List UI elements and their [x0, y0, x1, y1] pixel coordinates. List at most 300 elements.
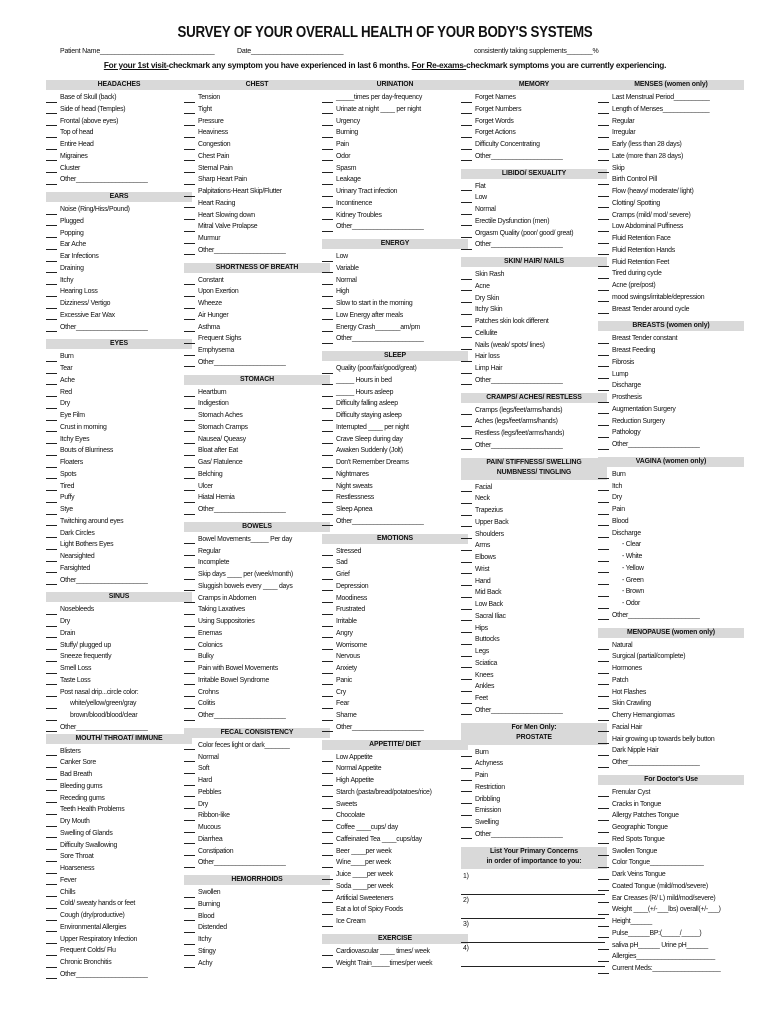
checklist-item[interactable]: Erectile Dysfunction (men) [461, 216, 609, 228]
checklist-item[interactable]: Crave Sleep during day [322, 434, 470, 446]
checklist-item[interactable]: Incontinence [322, 198, 470, 210]
checklist-item[interactable]: Sciatica [461, 658, 609, 670]
checklist-item[interactable]: Starch (pasta/bread/potatoes/rice) [322, 787, 470, 799]
checklist-item[interactable]: Current Meds:___________________ [598, 963, 746, 975]
checklist-item[interactable]: Skin Rash [461, 269, 609, 281]
checklist-item[interactable]: Cough (dry/productive) [46, 910, 194, 922]
checklist-item[interactable]: Other____________________ [46, 174, 194, 186]
checklist-item[interactable]: Emission [461, 805, 609, 817]
checklist-item[interactable]: Hoarseness [46, 863, 194, 875]
checklist-item[interactable]: white/yellow/green/gray [46, 698, 194, 710]
checklist-item[interactable]: Chocolate [322, 810, 470, 822]
checklist-item[interactable]: Other____________________ [461, 375, 609, 387]
checklist-item[interactable]: Discharge [598, 380, 746, 392]
checklist-item[interactable]: Tired during cycle [598, 268, 746, 280]
checklist-item[interactable]: Sleep Apnea [322, 504, 470, 516]
checklist-item[interactable]: Feet [461, 693, 609, 705]
checklist-item[interactable]: Patch [598, 675, 746, 687]
checklist-item[interactable]: Energy Crash_______am/pm [322, 322, 470, 334]
checklist-item[interactable]: High Appetite [322, 775, 470, 787]
checklist-item[interactable]: Prosthesis [598, 392, 746, 404]
checklist-item[interactable]: Bloat after Eat [184, 445, 332, 457]
checklist-item[interactable]: Clotting/ Spotting [598, 198, 746, 210]
checklist-item[interactable]: Leakage [322, 174, 470, 186]
checklist-item[interactable]: _____ Hours asleep [322, 387, 470, 399]
checklist-item[interactable]: - Brown [598, 586, 746, 598]
checklist-item[interactable]: Normal Appetite [322, 763, 470, 775]
checklist-item[interactable]: Itchy [184, 934, 332, 946]
checklist-item[interactable]: Burn [461, 747, 609, 759]
checklist-item[interactable]: Ice Cream [322, 916, 470, 928]
checklist-item[interactable]: Taking Laxatives [184, 604, 332, 616]
checklist-item[interactable]: Drain [46, 628, 194, 640]
checklist-item[interactable]: Sternal Pain [184, 163, 332, 175]
checklist-item[interactable]: Crohns [184, 687, 332, 699]
checklist-item[interactable]: Stingy [184, 946, 332, 958]
checklist-item[interactable]: Migraines [46, 151, 194, 163]
checklist-item[interactable]: Sad [322, 557, 470, 569]
checklist-item[interactable]: Other____________________ [461, 239, 609, 251]
checklist-item[interactable]: Late (more than 28 days) [598, 151, 746, 163]
checklist-item[interactable]: brown/blood/blood/clear [46, 710, 194, 722]
checklist-item[interactable]: Aches (legs/feet/arms/hands) [461, 416, 609, 428]
checklist-item[interactable]: Other____________________ [184, 857, 332, 869]
checklist-item[interactable]: Geographic Tongue [598, 822, 746, 834]
checklist-item[interactable]: Chronic Bronchitis [46, 957, 194, 969]
checklist-item[interactable]: Legs [461, 646, 609, 658]
checklist-item[interactable]: Skip [598, 163, 746, 175]
checklist-item[interactable]: Irregular [598, 127, 746, 139]
checklist-item[interactable]: Hearing Loss [46, 286, 194, 298]
checklist-item[interactable]: Swollen Tongue [598, 846, 746, 858]
checklist-item[interactable]: Stye [46, 504, 194, 516]
checklist-item[interactable]: Entire Head [46, 139, 194, 151]
checklist-item[interactable]: Nosebleeds [46, 604, 194, 616]
checklist-item[interactable]: Allergy Patches Tongue [598, 810, 746, 822]
checklist-item[interactable]: Low [461, 192, 609, 204]
checklist-item[interactable]: Heart Slowing down [184, 210, 332, 222]
checklist-item[interactable]: Limp Hair [461, 363, 609, 375]
checklist-item[interactable]: Burning [322, 127, 470, 139]
checklist-item[interactable]: Constant [184, 275, 332, 287]
checklist-item[interactable]: Flow (heavy/ moderate/ light) [598, 186, 746, 198]
checklist-item[interactable]: Canker Sore [46, 757, 194, 769]
checklist-item[interactable]: Tear [46, 363, 194, 375]
checklist-item[interactable]: Weight Train_____times/per week [322, 958, 470, 970]
checklist-item[interactable]: Draining [46, 263, 194, 275]
checklist-item[interactable]: Allergies______________________ [598, 951, 746, 963]
checklist-item[interactable]: Dry [184, 799, 332, 811]
checklist-item[interactable]: Dry [46, 616, 194, 628]
checklist-item[interactable]: Breast Tender constant [598, 333, 746, 345]
checklist-item[interactable]: Colitis [184, 698, 332, 710]
checklist-item[interactable]: 2) [461, 895, 605, 919]
checklist-item[interactable]: Shame [322, 710, 470, 722]
checklist-item[interactable]: Normal [322, 275, 470, 287]
checklist-item[interactable]: Regular [184, 546, 332, 558]
checklist-item[interactable]: Slow to start in the morning [322, 298, 470, 310]
checklist-item[interactable]: Diarrhea [184, 834, 332, 846]
checklist-item[interactable]: Low Back [461, 599, 609, 611]
checklist-item[interactable]: Night sweats [322, 481, 470, 493]
checklist-item[interactable]: Stomach Cramps [184, 422, 332, 434]
checklist-item[interactable]: Anxiety [322, 663, 470, 675]
checklist-item[interactable]: Achy [184, 958, 332, 970]
checklist-item[interactable]: Irritable [322, 616, 470, 628]
checklist-item[interactable]: Heartburn [184, 387, 332, 399]
checklist-item[interactable]: Angry [322, 628, 470, 640]
checklist-item[interactable]: Irritable Bowel Syndrome [184, 675, 332, 687]
checklist-item[interactable]: Cellulite [461, 328, 609, 340]
checklist-item[interactable]: Hips [461, 623, 609, 635]
checklist-item[interactable]: Restriction [461, 782, 609, 794]
checklist-item[interactable]: Other____________________ [322, 722, 470, 734]
checklist-item[interactable]: saliva pH______ Urine pH______ [598, 940, 746, 952]
checklist-item[interactable]: Nearsighted [46, 551, 194, 563]
checklist-item[interactable]: Trapezius [461, 505, 609, 517]
checklist-item[interactable]: Fibrosis [598, 357, 746, 369]
checklist-item[interactable]: Burn [598, 469, 746, 481]
checklist-item[interactable]: Pain with Bowel Movements [184, 663, 332, 675]
checklist-item[interactable]: Odor [322, 151, 470, 163]
checklist-item[interactable]: Chest Pain [184, 151, 332, 163]
checklist-item[interactable]: Tight [184, 104, 332, 116]
checklist-item[interactable]: Dark Circles [46, 528, 194, 540]
checklist-item[interactable]: Facial Hair [598, 722, 746, 734]
checklist-item[interactable]: Soda ____per week [322, 881, 470, 893]
checklist-item[interactable]: Belching [184, 469, 332, 481]
checklist-item[interactable]: Kidney Troubles [322, 210, 470, 222]
checklist-item[interactable]: High [322, 286, 470, 298]
checklist-item[interactable]: Cluster [46, 163, 194, 175]
checklist-item[interactable]: Bleeding gums [46, 781, 194, 793]
checklist-item[interactable]: Early (less than 28 days) [598, 139, 746, 151]
checklist-item[interactable]: Cracks in Tongue [598, 799, 746, 811]
checklist-item[interactable]: Hand [461, 576, 609, 588]
checklist-item[interactable]: Congestion [184, 139, 332, 151]
checklist-item[interactable]: Itchy Skin [461, 304, 609, 316]
checklist-item[interactable]: Dizziness/ Vertigo [46, 298, 194, 310]
checklist-item[interactable]: Normal [461, 204, 609, 216]
checklist-item[interactable]: Other____________________ [46, 322, 194, 334]
checklist-item[interactable]: Sweets [322, 799, 470, 811]
checklist-item[interactable]: Cramps (legs/feet/arms/hands) [461, 405, 609, 417]
checklist-item[interactable]: Height______ [598, 916, 746, 928]
checklist-item[interactable]: Spots [46, 469, 194, 481]
checklist-item[interactable]: Pain [322, 139, 470, 151]
checklist-item[interactable]: Arms [461, 540, 609, 552]
checklist-item[interactable]: Mitral Valve Prolapse [184, 221, 332, 233]
checklist-item[interactable]: Environmental Allergies [46, 922, 194, 934]
checklist-item[interactable]: Ear Ache [46, 239, 194, 251]
checklist-item[interactable]: - Yellow [598, 563, 746, 575]
date-field[interactable]: Date_________________________ [237, 48, 344, 55]
checklist-item[interactable]: Forget Numbers [461, 104, 609, 116]
checklist-item[interactable]: Moodiness [322, 593, 470, 605]
checklist-item[interactable]: Swelling [461, 817, 609, 829]
checklist-item[interactable]: Other____________________ [461, 705, 609, 717]
checklist-item[interactable]: Frenular Cyst [598, 787, 746, 799]
checklist-item[interactable]: Palpitations-Heart Skip/Flutter [184, 186, 332, 198]
checklist-item[interactable]: Other____________________ [461, 440, 609, 452]
checklist-item[interactable]: Sacral Iliac [461, 611, 609, 623]
checklist-item[interactable]: Elbows [461, 552, 609, 564]
checklist-item[interactable]: Urgency [322, 116, 470, 128]
checklist-item[interactable]: Receding gums [46, 793, 194, 805]
checklist-item[interactable]: Cardiovascular ____ times/ week [322, 946, 470, 958]
checklist-item[interactable]: Fever [46, 875, 194, 887]
checklist-item[interactable]: Eye Film [46, 410, 194, 422]
checklist-item[interactable]: Fluid Retention Hands [598, 245, 746, 257]
checklist-item[interactable]: Teeth Health Problems [46, 804, 194, 816]
checklist-item[interactable]: Tired [46, 481, 194, 493]
checklist-item[interactable]: Mid Back [461, 587, 609, 599]
checklist-item[interactable]: _____times per day-frequency [322, 92, 470, 104]
checklist-item[interactable]: Ribbon-like [184, 810, 332, 822]
checklist-item[interactable]: Grief [322, 569, 470, 581]
checklist-item[interactable]: Wrist [461, 564, 609, 576]
checklist-item[interactable]: Other____________________ [322, 221, 470, 233]
checklist-item[interactable]: Top of head [46, 127, 194, 139]
checklist-item[interactable]: Lump [598, 369, 746, 381]
checklist-item[interactable]: Incomplete [184, 557, 332, 569]
patient-name-field[interactable]: Patient Name_______________________________ [60, 48, 215, 55]
checklist-item[interactable]: Itchy Eyes [46, 434, 194, 446]
checklist-item[interactable]: Blisters [46, 746, 194, 758]
checklist-item[interactable]: Dribbling [461, 794, 609, 806]
checklist-item[interactable]: Air Hunger [184, 310, 332, 322]
checklist-item[interactable]: Normal [184, 752, 332, 764]
checklist-item[interactable]: Difficulty falling asleep [322, 398, 470, 410]
checklist-item[interactable]: Crust in morning [46, 422, 194, 434]
checklist-item[interactable]: Restless (legs/feet/arms/hands) [461, 428, 609, 440]
checklist-item[interactable]: Emphysema [184, 345, 332, 357]
checklist-item[interactable]: Upper Back [461, 517, 609, 529]
checklist-item[interactable]: Quality (poor/fair/good/great) [322, 363, 470, 375]
checklist-item[interactable]: Other____________________ [184, 710, 332, 722]
checklist-item[interactable]: Upon Exertion [184, 286, 332, 298]
checklist-item[interactable]: Sluggish bowels every ____ days [184, 581, 332, 593]
checklist-item[interactable]: Stomach Aches [184, 410, 332, 422]
checklist-item[interactable]: Low [322, 251, 470, 263]
checklist-item[interactable]: Ear Infections [46, 251, 194, 263]
checklist-item[interactable]: Side of head (Temples) [46, 104, 194, 116]
checklist-item[interactable]: Other____________________ [184, 245, 332, 257]
checklist-item[interactable]: - White [598, 551, 746, 563]
checklist-item[interactable]: Pathology [598, 427, 746, 439]
checklist-item[interactable]: Soft [184, 763, 332, 775]
checklist-item[interactable]: Coffee ____cups/ day [322, 822, 470, 834]
checklist-item[interactable]: - Odor [598, 598, 746, 610]
checklist-item[interactable]: Sore Throat [46, 851, 194, 863]
checklist-item[interactable]: Excessive Ear Wax [46, 310, 194, 322]
checklist-item[interactable]: Popping [46, 228, 194, 240]
checklist-item[interactable]: Enemas [184, 628, 332, 640]
checklist-item[interactable]: Color feces light or dark_______ [184, 740, 332, 752]
checklist-item[interactable]: Reduction Surgery [598, 416, 746, 428]
checklist-item[interactable]: Puffy [46, 492, 194, 504]
checklist-item[interactable]: Discharge [598, 528, 746, 540]
checklist-item[interactable]: Low Abdominal Puffiness [598, 221, 746, 233]
checklist-item[interactable]: Heaviness [184, 127, 332, 139]
checklist-item[interactable]: Murmur [184, 233, 332, 245]
checklist-item[interactable]: Acne (pre/post) [598, 280, 746, 292]
checklist-item[interactable]: Skin Crawling [598, 698, 746, 710]
checklist-item[interactable]: Neck [461, 493, 609, 505]
checklist-item[interactable]: Bouts of Blurriness [46, 445, 194, 457]
checklist-item[interactable]: Cold/ sweaty hands or feet [46, 898, 194, 910]
checklist-item[interactable]: Ankles [461, 681, 609, 693]
checklist-item[interactable]: - Clear [598, 539, 746, 551]
checklist-item[interactable]: Light Bothers Eyes [46, 539, 194, 551]
checklist-item[interactable]: 3) [461, 919, 605, 943]
checklist-item[interactable]: Other____________________ [598, 757, 746, 769]
checklist-item[interactable]: Post nasal drip...circle color: [46, 687, 194, 699]
checklist-item[interactable]: Last Menstrual Period__________ [598, 92, 746, 104]
checklist-item[interactable]: Taste Loss [46, 675, 194, 687]
checklist-item[interactable]: Flat [461, 181, 609, 193]
checklist-item[interactable]: Other____________________ [598, 610, 746, 622]
checklist-item[interactable]: Surgical (partial/complete) [598, 651, 746, 663]
checklist-item[interactable]: Knees [461, 670, 609, 682]
checklist-item[interactable]: Constipation [184, 846, 332, 858]
checklist-item[interactable]: Sneeze frequently [46, 651, 194, 663]
checklist-item[interactable]: Itchy [46, 275, 194, 287]
checklist-item[interactable]: Dry Skin [461, 293, 609, 305]
checklist-item[interactable]: Breast Feeding [598, 345, 746, 357]
checklist-item[interactable]: Farsighted [46, 563, 194, 575]
checklist-item[interactable]: Twitching around eyes [46, 516, 194, 528]
checklist-item[interactable]: Other____________________ [598, 439, 746, 451]
checklist-item[interactable]: Chills [46, 887, 194, 899]
checklist-item[interactable]: Tension [184, 92, 332, 104]
checklist-item[interactable]: Frequent Sighs [184, 333, 332, 345]
checklist-item[interactable]: Red [46, 387, 194, 399]
checklist-item[interactable]: Itch [598, 481, 746, 493]
checklist-item[interactable]: Other____________________ [322, 333, 470, 345]
checklist-item[interactable]: Noise (Ring/Hiss/Pound) [46, 204, 194, 216]
checklist-item[interactable]: Gas/ Flatulence [184, 457, 332, 469]
checklist-item[interactable]: Acne [461, 281, 609, 293]
checklist-item[interactable]: Red Spots Tongue [598, 834, 746, 846]
checklist-item[interactable]: Ulcer [184, 481, 332, 493]
checklist-item[interactable]: Urinary Tract infection [322, 186, 470, 198]
checklist-item[interactable]: Color Tongue_______________ [598, 857, 746, 869]
checklist-item[interactable]: Pain [598, 504, 746, 516]
checklist-item[interactable]: Low Appetite [322, 752, 470, 764]
checklist-item[interactable]: Hormones [598, 663, 746, 675]
checklist-item[interactable]: Juice ____per week [322, 869, 470, 881]
checklist-item[interactable]: Other____________________ [461, 151, 609, 163]
checklist-item[interactable]: _____ Hours in bed [322, 375, 470, 387]
checklist-item[interactable]: Breast Tender around cycle [598, 304, 746, 316]
checklist-item[interactable]: Bulky [184, 651, 332, 663]
checklist-item[interactable]: Dark Veins Tongue [598, 869, 746, 881]
checklist-item[interactable]: Cherry Hemangiomas [598, 710, 746, 722]
checklist-item[interactable]: Blood [184, 911, 332, 923]
checklist-item[interactable]: Frustrated [322, 604, 470, 616]
checklist-item[interactable]: Fluid Retention Feet [598, 257, 746, 269]
checklist-item[interactable]: Forget Actions [461, 127, 609, 139]
checklist-item[interactable]: Beer ____per week [322, 846, 470, 858]
checklist-item[interactable]: Coated Tongue (mild/mod/severe) [598, 881, 746, 893]
checklist-item[interactable]: Caffeinated Tea ____cups/day [322, 834, 470, 846]
checklist-item[interactable]: Nervous [322, 651, 470, 663]
checklist-item[interactable]: Urinate at night ____ per night [322, 104, 470, 116]
checklist-item[interactable]: Plugged [46, 216, 194, 228]
checklist-item[interactable]: Don't Remember Dreams [322, 457, 470, 469]
checklist-item[interactable]: Augmentation Surgery [598, 404, 746, 416]
checklist-item[interactable]: Patches skin look different [461, 316, 609, 328]
checklist-item[interactable]: Burning [184, 899, 332, 911]
checklist-item[interactable]: Skip days ____ per (week/month) [184, 569, 332, 581]
checklist-item[interactable]: Distended [184, 922, 332, 934]
checklist-item[interactable]: Heart Racing [184, 198, 332, 210]
checklist-item[interactable]: Worrisome [322, 640, 470, 652]
checklist-item[interactable]: Difficulty Swallowing [46, 840, 194, 852]
checklist-item[interactable]: Restlessness [322, 492, 470, 504]
checklist-item[interactable]: Base of Skull (back) [46, 92, 194, 104]
checklist-item[interactable]: Swelling of Glands [46, 828, 194, 840]
checklist-item[interactable]: Weight ____(+/-___lbs) overall(+/-___) [598, 904, 746, 916]
checklist-item[interactable]: Other____________________ [461, 829, 609, 841]
checklist-item[interactable]: Variable [322, 263, 470, 275]
checklist-item[interactable]: Interrupted ____ per night [322, 422, 470, 434]
checklist-item[interactable]: Hot Flashes [598, 687, 746, 699]
checklist-item[interactable]: Natural [598, 640, 746, 652]
checklist-item[interactable]: Other____________________ [46, 969, 194, 981]
checklist-item[interactable]: Buttocks [461, 634, 609, 646]
checklist-item[interactable]: Other____________________ [46, 722, 194, 734]
checklist-item[interactable]: Difficulty Concentrating [461, 139, 609, 151]
checklist-item[interactable]: Length of Menses_____________ [598, 104, 746, 116]
checklist-item[interactable]: Forget Names [461, 92, 609, 104]
checklist-item[interactable]: Bowel Movements_____ Per day [184, 534, 332, 546]
checklist-item[interactable]: Birth Control Pill [598, 174, 746, 186]
checklist-item[interactable]: Shoulders [461, 529, 609, 541]
checklist-item[interactable]: 1) [461, 871, 605, 895]
checklist-item[interactable]: Nausea/ Queasy [184, 434, 332, 446]
checklist-item[interactable]: Dark Nipple Hair [598, 745, 746, 757]
checklist-item[interactable]: Stuffy/ plugged up [46, 640, 194, 652]
checklist-item[interactable]: Wheeze [184, 298, 332, 310]
checklist-item[interactable]: Hard [184, 775, 332, 787]
checklist-item[interactable]: Stressed [322, 546, 470, 558]
checklist-item[interactable]: Hair growing up towards belly button [598, 734, 746, 746]
checklist-item[interactable]: Burn [46, 351, 194, 363]
checklist-item[interactable]: Orgasm Quality (poor/ good/ great) [461, 228, 609, 240]
checklist-item[interactable]: Hiatal Hernia [184, 492, 332, 504]
checklist-item[interactable]: Facial [461, 482, 609, 494]
supplements-field[interactable]: consistently taking supplements_______% [474, 48, 599, 55]
checklist-item[interactable]: Nightmares [322, 469, 470, 481]
checklist-item[interactable]: Swollen [184, 887, 332, 899]
checklist-item[interactable]: Regular [598, 116, 746, 128]
checklist-item[interactable]: Fear [322, 698, 470, 710]
checklist-item[interactable]: Other____________________ [46, 575, 194, 587]
checklist-item[interactable]: Pressure [184, 116, 332, 128]
checklist-item[interactable]: Cramps (mild/ mod/ severe) [598, 210, 746, 222]
checklist-item[interactable]: Eat a lot of Spicy Foods [322, 904, 470, 916]
checklist-item[interactable]: mood swings/irritable/depression [598, 292, 746, 304]
checklist-item[interactable]: Nails (weak/ spots/ lines) [461, 340, 609, 352]
checklist-item[interactable]: Fluid Retention Face [598, 233, 746, 245]
checklist-item[interactable]: Frequent Colds/ Flu [46, 945, 194, 957]
checklist-item[interactable]: Blood [598, 516, 746, 528]
checklist-item[interactable]: 4) [461, 943, 605, 967]
checklist-item[interactable]: Spasm [322, 163, 470, 175]
checklist-item[interactable]: Difficulty staying asleep [322, 410, 470, 422]
